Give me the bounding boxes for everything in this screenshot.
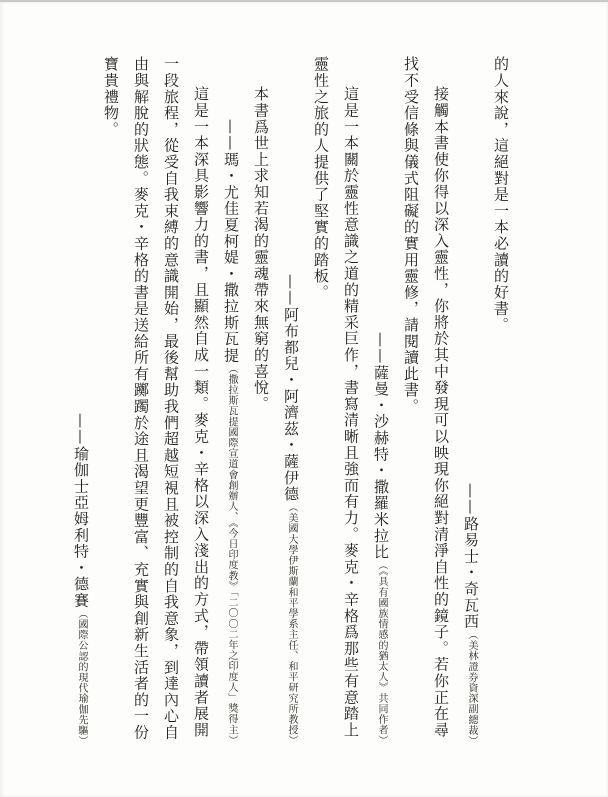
quote-attribution (66, 56, 96, 746)
quote-text: 這是一本關於靈性意識之道的精采巨作，書寫清晰且強而有力。麥克・辛格爲那些有意踏上靈性之旅的人提供了堅實的踏板。 (312, 56, 360, 738)
attribution-title: （《具有國族情感的猶太人》共同作者） (376, 560, 387, 746)
quote-attribution (456, 56, 486, 746)
attribution-title: （美國大學伊斯蘭和平學系主任、和平研究所教授） (286, 502, 297, 746)
attribution-title: （撒拉斯瓦提國際宣道會創辦人、《今日印度教》「二〇〇二年之印度人」獎得主） (226, 363, 237, 746)
attribution-name: ——路易士・奇瓦西 (462, 482, 480, 630)
quote-text: 的人來說，這絕對是一本必讀的好書。 (492, 56, 510, 334)
attribution-name: ——瑜伽士亞姆利特・德賽 (72, 412, 90, 609)
attribution-title: （美林證券資深副總裁） (466, 629, 477, 746)
quote-text: 這是一本深具影響力的書，且顯然自成一類。麥克・辛格以深入淺出的方式，帶領讀者展開一段旅程，從受自我束縛的意識開始，最後幫助我們超越短視且被控制的自我意象，到達內心自由與解脫的狀態。麥克・辛格的書是送給所有躑躅於途且渴望更豐富、充實與創新生活者的一份寶貴禮物。 (102, 56, 210, 741)
quote-attribution (216, 56, 246, 746)
quote-attribution (366, 56, 396, 746)
quote-text: 本書爲世上求知若渴的靈魂帶來無窮的喜悅。 (252, 86, 270, 412)
attribution-name: ——瑪・尤佳夏柯媞・撒拉斯瓦提 (222, 119, 240, 364)
vertical-text-area (66, 56, 516, 746)
attribution-name: ——阿布都兒・阿濟茲・薩伊德 (282, 273, 300, 503)
attribution-name: ——薩曼・沙赫特・撒羅米拉比 (372, 331, 390, 561)
quote-attribution (276, 56, 306, 746)
attribution-title: （國際公認的現代瑜伽先驅） (76, 608, 87, 746)
quote-text: 接觸本書使你得以深入靈性，你將於其中發現可以映現你絕對清淨自性的鏡子。若你正在尋找不受信條與儀式阻礙的實用靈修，請閱讀此書。 (402, 56, 450, 738)
